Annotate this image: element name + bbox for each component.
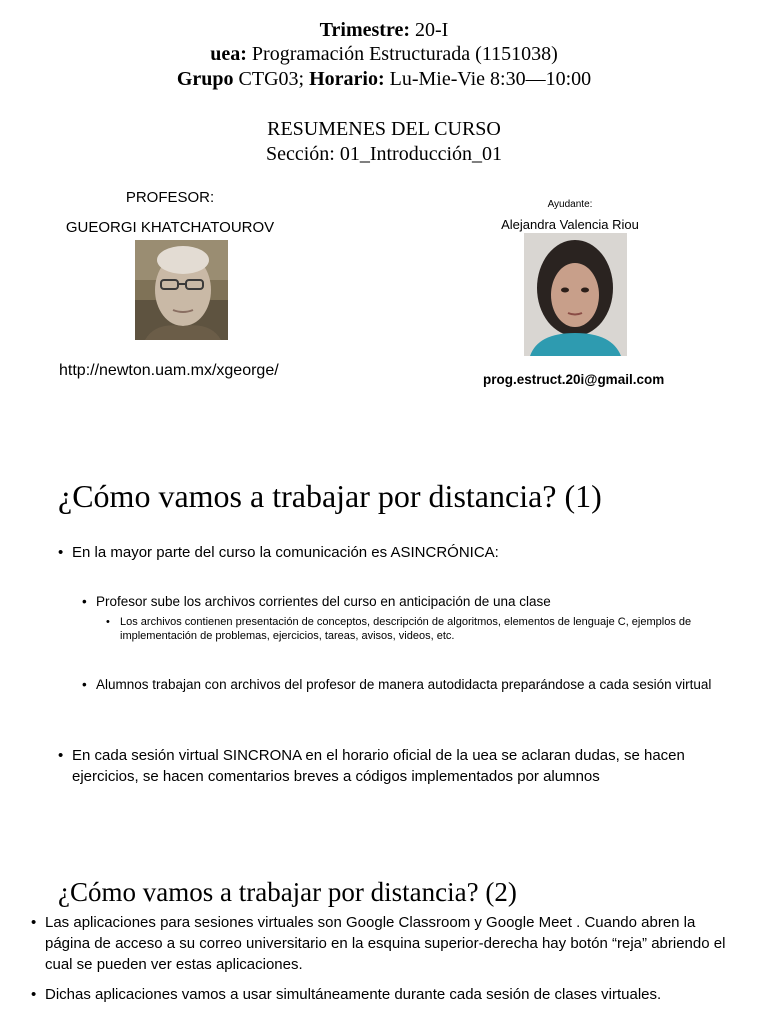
grupo-label: Grupo: [176, 68, 234, 90]
header-line-grupo: [0, 68, 768, 91]
header-line-trimestre: [0, 19, 768, 42]
slide1-bullet-asincronica: • En la mayor parte del curso la comunicación es ASINCRÓNICA:: [58, 542, 718, 564]
slide1-bullet-list-2: [58, 745, 718, 787]
slide1-sublist-a: [82, 593, 712, 611]
horario-label: Horario:: [309, 68, 385, 90]
slide2-bullet-list: [31, 912, 731, 1005]
profesor-portrait-icon: [135, 240, 228, 340]
ayudante-email[interactable]: prog.estruct.20i@gmail.com: [483, 372, 665, 387]
resumenes-title: RESUMENES DEL CURSO: [267, 118, 501, 140]
ayudante-role: Ayudante:: [547, 199, 593, 210]
profesor-role: PROFESOR:: [125, 189, 215, 206]
slide1-bullet-list-1: [58, 542, 718, 564]
slide1-sub-profesor-sube: • Profesor sube los archivos corrientes del curso en anticipación de una clase: [82, 593, 712, 611]
profesor-name: GUEORGI KHATCHATOUROV: [65, 219, 275, 236]
grupo-value: CTG03;: [233, 68, 310, 90]
uea-value: Programación Estructurada (1151038): [246, 43, 558, 65]
ayudante-name: Alejandra Valencia Riou: [501, 217, 639, 232]
profesor-url[interactable]: http://newton.uam.mx/xgeorge/: [59, 362, 279, 379]
trimestre-label: Trimestre:: [319, 19, 410, 41]
uea-label: uea:: [210, 43, 247, 65]
slide1-bullet-sincrona: • En cada sesión virtual SINCRONA en el horario oficial de la uea se aclaran dudas, se hacen ejercicios, se hacen comentarios breves a códigos implementados por alumnos: [58, 745, 718, 787]
horario-value: Lu-Mie-Vie 8:30—10:00: [384, 68, 592, 90]
header-line-uea: [0, 43, 768, 66]
slide1-subsublist: [106, 615, 706, 643]
slide1-subsub-archivos: • Los archivos contienen presentación de conceptos, descripción de algoritmos, elementos de lenguaje C, ejemplos de implementación de problemas, ejercicios, tareas, avisos, videos, etc.: [106, 615, 706, 643]
slide1-sub-alumnos: • Alumnos trabajan con archivos del profesor de manera autodidacta preparándose a cada sesión virtual: [82, 676, 712, 694]
slide1-title: ¿Cómo vamos a trabajar por distancia? (1): [58, 478, 602, 514]
ayudante-photo: [524, 233, 627, 356]
profesor-photo: [135, 240, 228, 340]
slide2-bullet-simultaneamente: • Dichas aplicaciones vamos a usar simultáneamente durante cada sesión de clases virtuales.: [31, 984, 731, 1005]
slide2-title: ¿Cómo vamos a trabajar por distancia? (2): [58, 877, 517, 907]
slide1-sublist-b: [82, 676, 712, 694]
ayudante-portrait-icon: [524, 233, 627, 356]
slide2-bullet-aplicaciones: • Las aplicaciones para sesiones virtuales son Google Classroom y Google Meet . Cuando abren la página de acceso a su correo universitario en la esquina superior-derecha hay botón “reja” abriendo el cual se pueden ver estas aplicaciones.: [31, 912, 731, 975]
seccion-title: Sección: 01_Introducción_01: [265, 143, 503, 165]
trimestre-value: 20-I: [410, 19, 449, 41]
